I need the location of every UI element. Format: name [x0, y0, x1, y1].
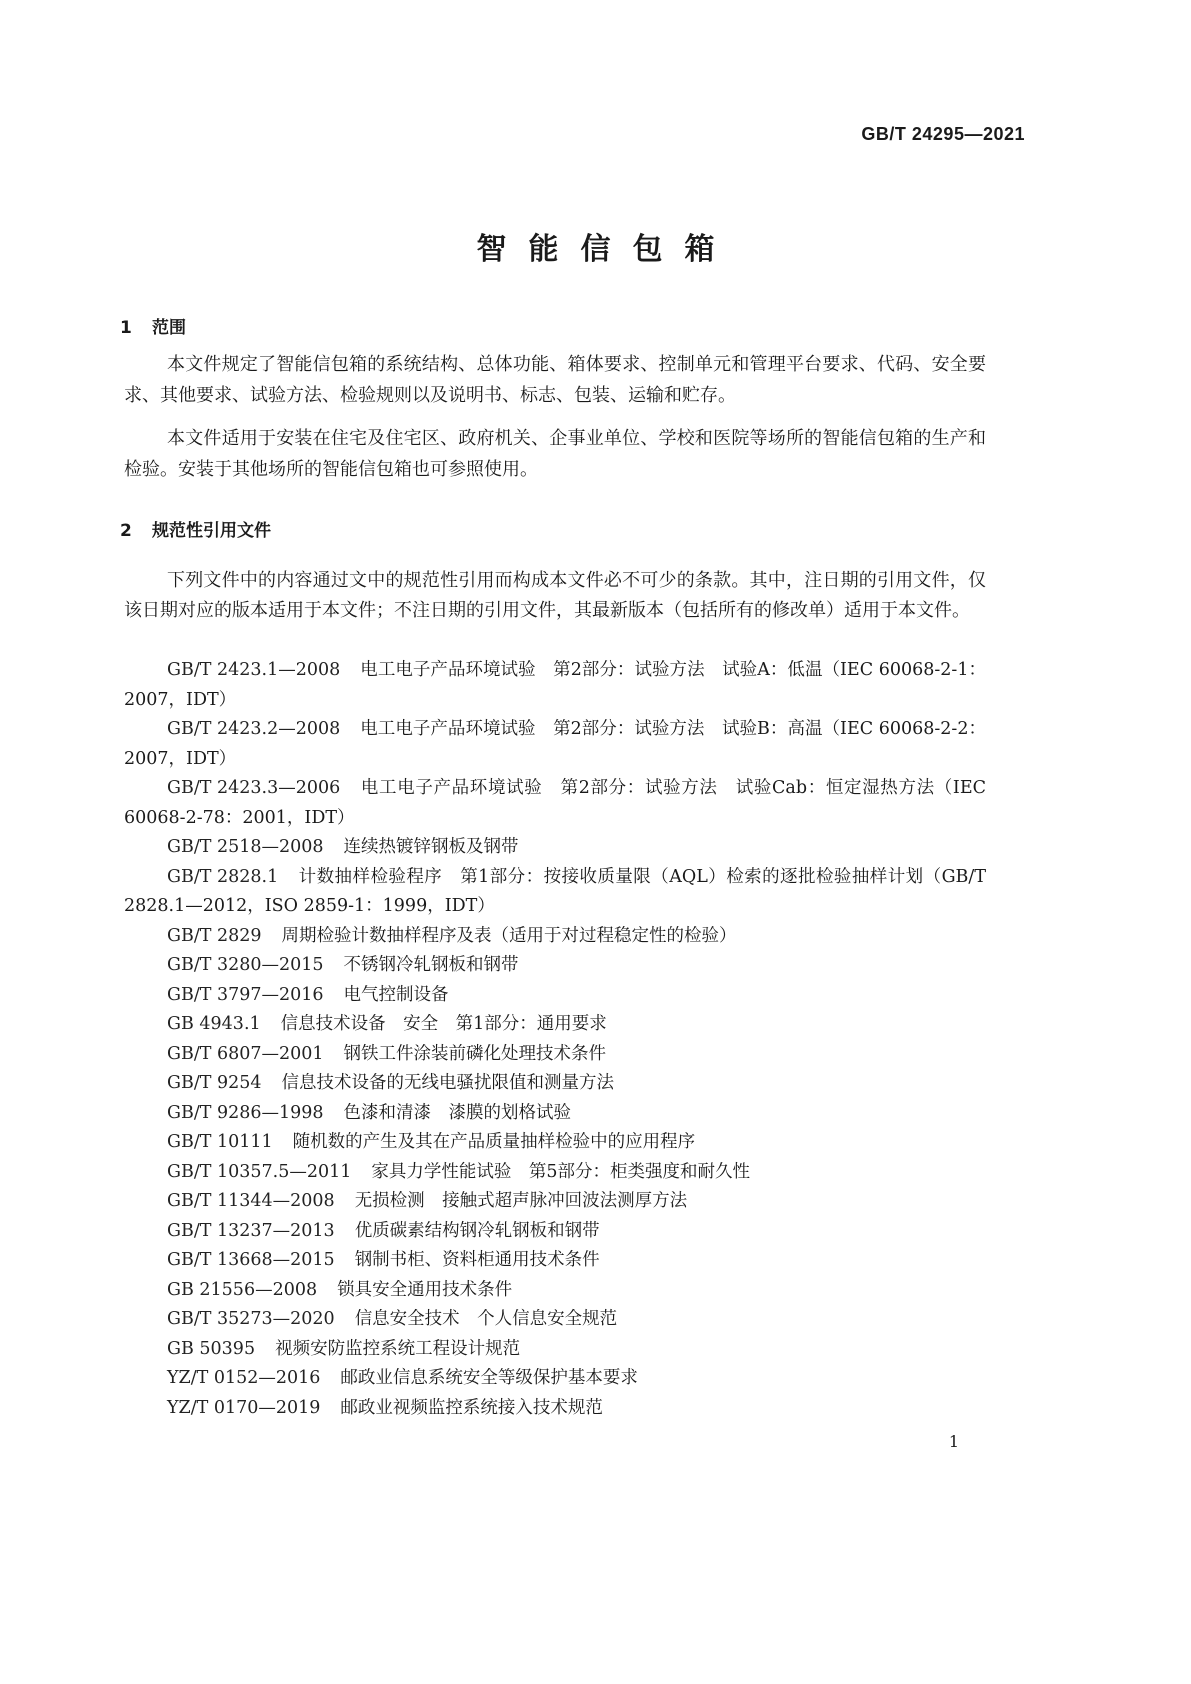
- reference-title: 钢铁工件涂装前磷化处理技术条件: [343, 1043, 607, 1064]
- section-number: 2: [120, 521, 132, 541]
- reference-item: [124, 833, 986, 863]
- reference-title: 无损检测 接触式超声脉冲回波法测厚方法: [354, 1191, 688, 1211]
- section-title: 规范性引用文件: [152, 521, 271, 541]
- reference-title: 周期检验计数抽样程序及表（适用于对过程稳定性的检验）: [281, 925, 737, 946]
- reference-code: GB/T 13237—2013: [167, 1220, 335, 1241]
- reference-title: 连续热镀锌钢板及钢带: [343, 837, 519, 857]
- reference-item: [124, 1099, 986, 1129]
- reference-code: GB/T 2829: [167, 925, 262, 946]
- reference-code: GB/T 3797—2016: [167, 984, 324, 1005]
- reference-item: [124, 1187, 986, 1217]
- reference-title: 不锈钢冷轧钢板和钢带: [343, 955, 519, 975]
- reference-item: [124, 1364, 986, 1394]
- reference-code: GB 4943.1: [167, 1014, 261, 1034]
- reference-code: GB/T 2423.2—2008: [167, 719, 341, 739]
- reference-item: [124, 922, 986, 952]
- reference-code: GB/T 11344—2008: [167, 1191, 335, 1211]
- references-intro-paragraph: 下列文件中的内容通过文中的规范性引用而构成本文件必不可少的条款。其中，注日期的引用文件，仅该日期对应的版本适用于本文件；不注日期的引用文件，其最新版本（包括所有的修改单）适用于本文件。: [124, 570, 986, 621]
- reference-item: [124, 1246, 986, 1276]
- reference-code: GB 21556—2008: [167, 1279, 318, 1300]
- reference-code: GB/T 2423.1—2008: [167, 660, 341, 680]
- reference-title: 信息安全技术 个人信息安全规范: [354, 1309, 618, 1329]
- reference-title: 电工电子产品环境试验 第2部分：试验方法 试验A：低温（IEC 60068-2-1：2007，IDT）: [124, 660, 986, 710]
- reference-item: [124, 1276, 986, 1306]
- reference-title: 随机数的产生及其在产品质量抽样检验中的应用程序: [292, 1132, 696, 1152]
- reference-item: [124, 1335, 986, 1365]
- reference-title: 电工电子产品环境试验 第2部分：试验方法 试验Cab：恒定湿热方法（IEC 60068-2-78：2001，IDT）: [124, 778, 986, 828]
- section-title: 范围: [152, 318, 186, 338]
- section-number: 1: [120, 318, 132, 338]
- reference-item: [124, 1128, 986, 1158]
- reference-title: 信息技术设备 安全 第1部分：通用要求: [280, 1014, 607, 1034]
- reference-title: 电工电子产品环境试验 第2部分：试验方法 试验B：高温（IEC 60068-2-2：2007，IDT）: [124, 719, 986, 769]
- reference-item: [124, 951, 986, 981]
- reference-title: 邮政业信息系统安全等级保护基本要求: [340, 1368, 638, 1388]
- scope-paragraph-2: 本文件适用于安装在住宅及住宅区、政府机关、企事业单位、学校和医院等场所的智能信包箱的生产和检验。安装于其他场所的智能信包箱也可参照使用。: [124, 428, 986, 480]
- reference-item: [124, 1040, 986, 1070]
- reference-item: [124, 1305, 986, 1335]
- scope-paragraph-1: 本文件规定了智能信包箱的系统结构、总体功能、箱体要求、控制单元和管理平台要求、代码、安全要求、其他要求、试验方法、检验规则以及说明书、标志、包装、运输和贮存。: [124, 354, 986, 406]
- reference-item: [124, 656, 986, 715]
- reference-item: [124, 863, 986, 922]
- reference-item: [124, 981, 986, 1011]
- reference-item: [124, 715, 986, 774]
- reference-item: [124, 1217, 986, 1247]
- reference-item: [124, 1394, 986, 1424]
- reference-title: 色漆和清漆 漆膜的划格试验: [343, 1102, 572, 1123]
- reference-title: 计数抽样检验程序 第1部分：按接收质量限（AQL）检索的逐批检验抽样计划（GB/T 2828.1—2012，ISO 2859-1：1999，IDT）: [124, 866, 986, 916]
- page-number: 1: [948, 1432, 959, 1451]
- reference-code: GB/T 6807—2001: [167, 1043, 324, 1064]
- reference-code: GB/T 2518—2008: [167, 837, 324, 857]
- reference-title: 优质碳素结构钢冷轧钢板和钢带: [354, 1220, 600, 1241]
- reference-code: GB 50395: [167, 1338, 256, 1359]
- reference-list: [124, 656, 986, 1423]
- reference-title: 视频安防监控系统工程设计规范: [275, 1338, 521, 1359]
- reference-code: GB/T 35273—2020: [167, 1309, 335, 1329]
- section-heading-normative-references: [120, 516, 271, 541]
- reference-item: [124, 1069, 986, 1099]
- reference-code: GB/T 2828.1: [167, 866, 279, 887]
- document-title: 智能信包箱: [476, 232, 737, 267]
- reference-title: 家具力学性能试验 第5部分：柜类强度和耐久性: [371, 1161, 751, 1182]
- reference-code: GB/T 9286—1998: [167, 1102, 324, 1123]
- reference-code: YZ/T 0152—2016: [167, 1368, 321, 1388]
- reference-item: [124, 1010, 986, 1040]
- standard-number: GB/T 24295—2021: [861, 124, 1025, 144]
- reference-code: GB/T 10111: [167, 1132, 273, 1152]
- reference-item: [124, 1158, 986, 1188]
- reference-code: GB/T 10357.5—2011: [167, 1161, 352, 1182]
- reference-title: 钢制书柜、资料柜通用技术条件: [354, 1250, 600, 1270]
- reference-title: 锁具安全通用技术条件: [337, 1279, 513, 1300]
- reference-title: 信息技术设备的无线电骚扰限值和测量方法: [281, 1073, 615, 1093]
- reference-code: GB/T 3280—2015: [167, 955, 324, 975]
- reference-code: GB/T 13668—2015: [167, 1250, 335, 1270]
- section-heading-scope: [120, 313, 186, 338]
- reference-code: GB/T 2423.3—2006: [167, 778, 341, 798]
- reference-code: GB/T 9254: [167, 1073, 262, 1093]
- reference-code: YZ/T 0170—2019: [167, 1397, 321, 1418]
- reference-title: 电气控制设备: [343, 984, 449, 1005]
- reference-title: 邮政业视频监控系统接入技术规范: [340, 1397, 603, 1418]
- reference-item: [124, 774, 986, 833]
